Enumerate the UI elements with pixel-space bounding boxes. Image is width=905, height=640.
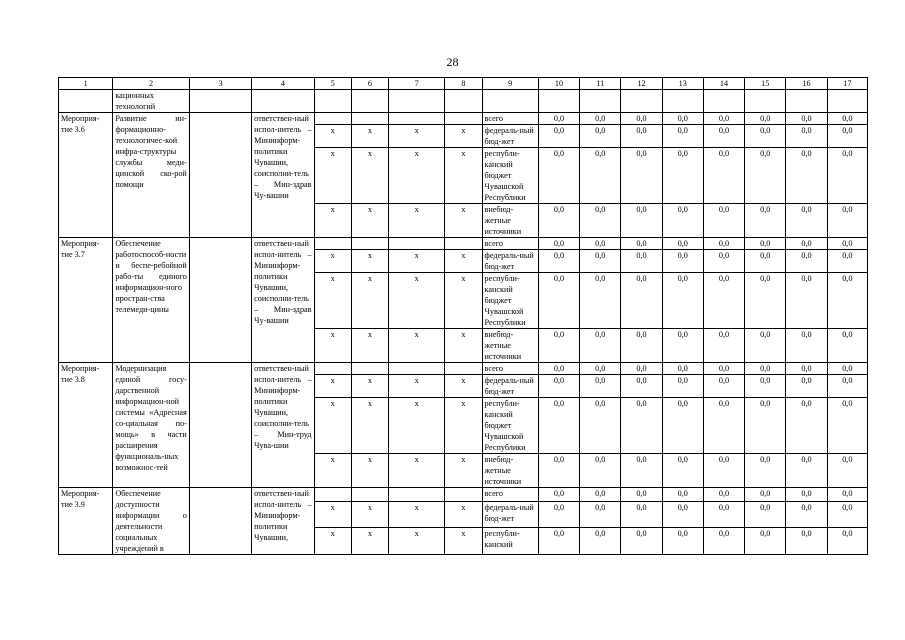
amount-value: 0,0 [662, 148, 703, 204]
column-number-13: 13 [662, 78, 703, 90]
amount-value: 0,0 [745, 329, 786, 363]
funding-source: внебюд-жетные источники [482, 329, 538, 363]
amount-value: 0,0 [580, 250, 621, 273]
cell-empty [314, 238, 351, 250]
amount-value: 0,0 [538, 454, 579, 488]
amount-value: 0,0 [662, 125, 703, 148]
amount-value: 0,0 [538, 488, 579, 502]
continuation-text: кационных технологий [113, 90, 189, 113]
cell-empty [388, 363, 444, 375]
cell-empty [538, 90, 579, 113]
cell-empty [351, 90, 388, 113]
amount-value: 0,0 [745, 528, 786, 555]
cell-empty [445, 90, 482, 113]
x-mark: x [388, 454, 444, 488]
amount-value: 0,0 [538, 125, 579, 148]
amount-value: 0,0 [786, 488, 827, 502]
amount-value: 0,0 [621, 528, 662, 555]
amount-value: 0,0 [580, 375, 621, 398]
x-mark: x [388, 501, 444, 528]
x-mark: x [314, 125, 351, 148]
x-mark: x [351, 273, 388, 329]
amount-value: 0,0 [621, 363, 662, 375]
x-mark: x [351, 250, 388, 273]
amount-value: 0,0 [827, 363, 867, 375]
x-mark: x [351, 148, 388, 204]
amount-value: 0,0 [703, 363, 744, 375]
amount-value: 0,0 [621, 204, 662, 238]
x-mark: x [351, 454, 388, 488]
amount-value: 0,0 [703, 273, 744, 329]
cell-empty [189, 488, 251, 555]
amount-value: 0,0 [827, 528, 867, 555]
x-mark: x [351, 204, 388, 238]
funding-source: республи-канский [482, 528, 538, 555]
cell-empty [445, 363, 482, 375]
amount-value: 0,0 [621, 488, 662, 502]
cell-empty [445, 113, 482, 125]
x-mark: x [351, 501, 388, 528]
amount-value: 0,0 [827, 148, 867, 204]
amount-value: 0,0 [786, 375, 827, 398]
amount-value: 0,0 [786, 398, 827, 454]
amount-value: 0,0 [538, 204, 579, 238]
amount-value: 0,0 [621, 273, 662, 329]
x-mark: x [388, 273, 444, 329]
amount-value: 0,0 [580, 238, 621, 250]
x-mark: x [388, 375, 444, 398]
x-mark: x [445, 454, 482, 488]
cell-empty [314, 90, 351, 113]
cell-empty [580, 90, 621, 113]
measure-name: Обеспечение работоспособ-ности и беспе-ребойной рабо-ты единого информацион-ного простран-ства телемеди-цины [113, 238, 189, 363]
x-mark: x [445, 398, 482, 454]
table-row [59, 113, 868, 125]
funding-source: республи-канский бюджет Чувашской Республики [482, 148, 538, 204]
cell-empty [59, 90, 113, 113]
amount-value: 0,0 [827, 204, 867, 238]
amount-value: 0,0 [580, 329, 621, 363]
amount-value: 0,0 [662, 250, 703, 273]
table-row [59, 238, 868, 250]
amount-value: 0,0 [786, 204, 827, 238]
amount-value: 0,0 [580, 204, 621, 238]
funding-source: федераль-ный бюд-жет [482, 501, 538, 528]
amount-value: 0,0 [703, 238, 744, 250]
amount-value: 0,0 [786, 363, 827, 375]
amount-value: 0,0 [703, 148, 744, 204]
amount-value: 0,0 [827, 454, 867, 488]
amount-value: 0,0 [745, 363, 786, 375]
x-mark: x [388, 329, 444, 363]
amount-value: 0,0 [786, 329, 827, 363]
amount-value: 0,0 [621, 501, 662, 528]
column-number-1: 1 [59, 78, 113, 90]
funding-source: федераль-ный бюд-жет [482, 125, 538, 148]
amount-value: 0,0 [662, 204, 703, 238]
x-mark: x [445, 528, 482, 555]
amount-value: 0,0 [580, 113, 621, 125]
amount-value: 0,0 [538, 273, 579, 329]
cell-empty [703, 90, 744, 113]
cell-empty [482, 90, 538, 113]
measure-code: Мероприя-тие 3.9 [59, 488, 113, 555]
measure-code: Мероприя-тие 3.6 [59, 113, 113, 238]
cell-empty [189, 113, 251, 238]
x-mark: x [351, 375, 388, 398]
x-mark: x [388, 204, 444, 238]
x-mark: x [314, 501, 351, 528]
x-mark: x [314, 250, 351, 273]
amount-value: 0,0 [745, 238, 786, 250]
amount-value: 0,0 [703, 528, 744, 555]
x-mark: x [445, 375, 482, 398]
cell-empty [388, 488, 444, 502]
x-mark: x [388, 125, 444, 148]
amount-value: 0,0 [538, 250, 579, 273]
amount-value: 0,0 [621, 375, 662, 398]
x-mark: x [351, 329, 388, 363]
funding-source: федераль-ный бюд-жет [482, 375, 538, 398]
continuation-row [59, 90, 868, 113]
amount-value: 0,0 [621, 454, 662, 488]
x-mark: x [388, 250, 444, 273]
cell-empty [745, 90, 786, 113]
cell-empty [351, 113, 388, 125]
cell-empty [351, 488, 388, 502]
funding-source: внебюд-жетные источники [482, 454, 538, 488]
amount-value: 0,0 [662, 488, 703, 502]
amount-value: 0,0 [786, 250, 827, 273]
cell-empty [786, 90, 827, 113]
amount-value: 0,0 [745, 125, 786, 148]
amount-value: 0,0 [580, 273, 621, 329]
x-mark: x [388, 398, 444, 454]
amount-value: 0,0 [827, 113, 867, 125]
amount-value: 0,0 [580, 488, 621, 502]
cell-empty [314, 113, 351, 125]
funding-source: внебюд-жетные источники [482, 204, 538, 238]
column-number-10: 10 [538, 78, 579, 90]
amount-value: 0,0 [538, 501, 579, 528]
amount-value: 0,0 [538, 113, 579, 125]
column-number-row [59, 78, 868, 90]
column-number-8: 8 [445, 78, 482, 90]
amount-value: 0,0 [662, 375, 703, 398]
x-mark: x [445, 273, 482, 329]
amount-value: 0,0 [703, 488, 744, 502]
measure-executor: ответствен-ный испол-нитель – Мининформ-политики Чувашии, соисполни-тель – Мин-труд Чува-шии [252, 363, 314, 488]
amount-value: 0,0 [703, 501, 744, 528]
x-mark: x [445, 329, 482, 363]
column-number-4: 4 [252, 78, 314, 90]
amount-value: 0,0 [580, 528, 621, 555]
amount-value: 0,0 [786, 273, 827, 329]
amount-value: 0,0 [662, 238, 703, 250]
amount-value: 0,0 [745, 501, 786, 528]
amount-value: 0,0 [827, 238, 867, 250]
funding-source: республи-канский бюджет Чувашской Республики [482, 273, 538, 329]
cell-empty [827, 90, 867, 113]
amount-value: 0,0 [621, 125, 662, 148]
column-number-11: 11 [580, 78, 621, 90]
x-mark: x [445, 250, 482, 273]
amount-value: 0,0 [786, 238, 827, 250]
cell-empty [351, 363, 388, 375]
x-mark: x [314, 273, 351, 329]
amount-value: 0,0 [538, 398, 579, 454]
column-number-16: 16 [786, 78, 827, 90]
cell-empty [662, 90, 703, 113]
x-mark: x [351, 398, 388, 454]
x-mark: x [314, 528, 351, 555]
amount-value: 0,0 [538, 528, 579, 555]
amount-value: 0,0 [827, 250, 867, 273]
x-mark: x [314, 329, 351, 363]
x-mark: x [314, 375, 351, 398]
cell-empty [189, 90, 251, 113]
funding-source: всего [482, 488, 538, 502]
cell-empty [388, 90, 444, 113]
amount-value: 0,0 [580, 501, 621, 528]
funding-source: республи-канский бюджет Чувашской Республики [482, 398, 538, 454]
amount-value: 0,0 [786, 125, 827, 148]
amount-value: 0,0 [580, 363, 621, 375]
amount-value: 0,0 [827, 273, 867, 329]
amount-value: 0,0 [745, 398, 786, 454]
column-number-2: 2 [113, 78, 189, 90]
amount-value: 0,0 [662, 363, 703, 375]
amount-value: 0,0 [745, 250, 786, 273]
amount-value: 0,0 [538, 375, 579, 398]
amount-value: 0,0 [662, 329, 703, 363]
amount-value: 0,0 [580, 398, 621, 454]
amount-value: 0,0 [538, 329, 579, 363]
column-number-15: 15 [745, 78, 786, 90]
amount-value: 0,0 [745, 454, 786, 488]
amount-value: 0,0 [703, 204, 744, 238]
amount-value: 0,0 [827, 375, 867, 398]
measure-name: Развитие ин-формационно-технологичес-кой инфра-структуры службы меди-цинской ско-рой помощи [113, 113, 189, 238]
cell-empty [314, 363, 351, 375]
x-mark: x [445, 501, 482, 528]
amount-value: 0,0 [621, 148, 662, 204]
amount-value: 0,0 [621, 250, 662, 273]
measure-executor: ответствен-ный испол-нитель – Мининформ-политики Чувашии, соисполни-тель – Мин-здрав Чу-вашии [252, 238, 314, 363]
funding-source: всего [482, 238, 538, 250]
measure-executor: ответствен-ный испол-нитель – Мининформ-политики Чувашии, соисполни-тель – Мин-здрав Чу-вашии [252, 113, 314, 238]
cell-empty [388, 238, 444, 250]
cell-empty [189, 363, 251, 488]
measure-code: Мероприя-тие 3.8 [59, 363, 113, 488]
amount-value: 0,0 [621, 398, 662, 454]
funding-source: всего [482, 113, 538, 125]
amount-value: 0,0 [827, 488, 867, 502]
amount-value: 0,0 [745, 375, 786, 398]
amount-value: 0,0 [703, 454, 744, 488]
amount-value: 0,0 [827, 398, 867, 454]
amount-value: 0,0 [621, 238, 662, 250]
x-mark: x [445, 204, 482, 238]
amount-value: 0,0 [621, 113, 662, 125]
x-mark: x [314, 398, 351, 454]
column-number-3: 3 [189, 78, 251, 90]
x-mark: x [314, 454, 351, 488]
amount-value: 0,0 [662, 273, 703, 329]
amount-value: 0,0 [786, 528, 827, 555]
x-mark: x [314, 204, 351, 238]
amount-value: 0,0 [827, 125, 867, 148]
amount-value: 0,0 [703, 329, 744, 363]
column-number-5: 5 [314, 78, 351, 90]
amount-value: 0,0 [786, 454, 827, 488]
x-mark: x [445, 125, 482, 148]
amount-value: 0,0 [745, 204, 786, 238]
amount-value: 0,0 [703, 125, 744, 148]
cell-empty [252, 90, 314, 113]
column-number-12: 12 [621, 78, 662, 90]
x-mark: x [445, 148, 482, 204]
amount-value: 0,0 [745, 488, 786, 502]
funding-source: всего [482, 363, 538, 375]
column-number-7: 7 [388, 78, 444, 90]
measure-name: Обеспечение доступности информации о деятельности социальных учреждений в [113, 488, 189, 555]
amount-value: 0,0 [786, 148, 827, 204]
x-mark: x [351, 125, 388, 148]
column-number-17: 17 [827, 78, 867, 90]
amount-value: 0,0 [662, 528, 703, 555]
amount-value: 0,0 [827, 501, 867, 528]
x-mark: x [314, 148, 351, 204]
cell-empty [189, 238, 251, 363]
amount-value: 0,0 [745, 273, 786, 329]
table-row [59, 363, 868, 375]
cell-empty [445, 238, 482, 250]
amount-value: 0,0 [538, 363, 579, 375]
measure-executor: ответствен-ный испол-нитель – Мининформ-политики Чувашии, [252, 488, 314, 555]
measures-table [58, 77, 868, 555]
amount-value: 0,0 [662, 454, 703, 488]
funding-source: федераль-ный бюд-жет [482, 250, 538, 273]
table-row [59, 488, 868, 502]
amount-value: 0,0 [786, 501, 827, 528]
x-mark: x [388, 148, 444, 204]
column-number-14: 14 [703, 78, 744, 90]
amount-value: 0,0 [703, 398, 744, 454]
x-mark: x [351, 528, 388, 555]
measure-name: Модернизация единой госу-дарственной информацион-ной системы «Адресная со-циальная по-мощь» в части расширения функциональ-ных возможнос-тей [113, 363, 189, 488]
cell-empty [388, 113, 444, 125]
amount-value: 0,0 [538, 238, 579, 250]
page-number: 28 [446, 55, 459, 69]
cell-empty [445, 488, 482, 502]
amount-value: 0,0 [538, 148, 579, 204]
amount-value: 0,0 [662, 113, 703, 125]
cell-empty [314, 488, 351, 502]
cell-empty [351, 238, 388, 250]
amount-value: 0,0 [703, 375, 744, 398]
amount-value: 0,0 [580, 125, 621, 148]
measure-code: Мероприя-тие 3.7 [59, 238, 113, 363]
cell-empty [621, 90, 662, 113]
amount-value: 0,0 [621, 329, 662, 363]
column-number-6: 6 [351, 78, 388, 90]
column-number-9: 9 [482, 78, 538, 90]
amount-value: 0,0 [745, 148, 786, 204]
amount-value: 0,0 [662, 398, 703, 454]
amount-value: 0,0 [662, 501, 703, 528]
amount-value: 0,0 [580, 148, 621, 204]
x-mark: x [388, 528, 444, 555]
amount-value: 0,0 [827, 329, 867, 363]
amount-value: 0,0 [786, 113, 827, 125]
amount-value: 0,0 [703, 250, 744, 273]
amount-value: 0,0 [745, 113, 786, 125]
amount-value: 0,0 [580, 454, 621, 488]
amount-value: 0,0 [703, 113, 744, 125]
